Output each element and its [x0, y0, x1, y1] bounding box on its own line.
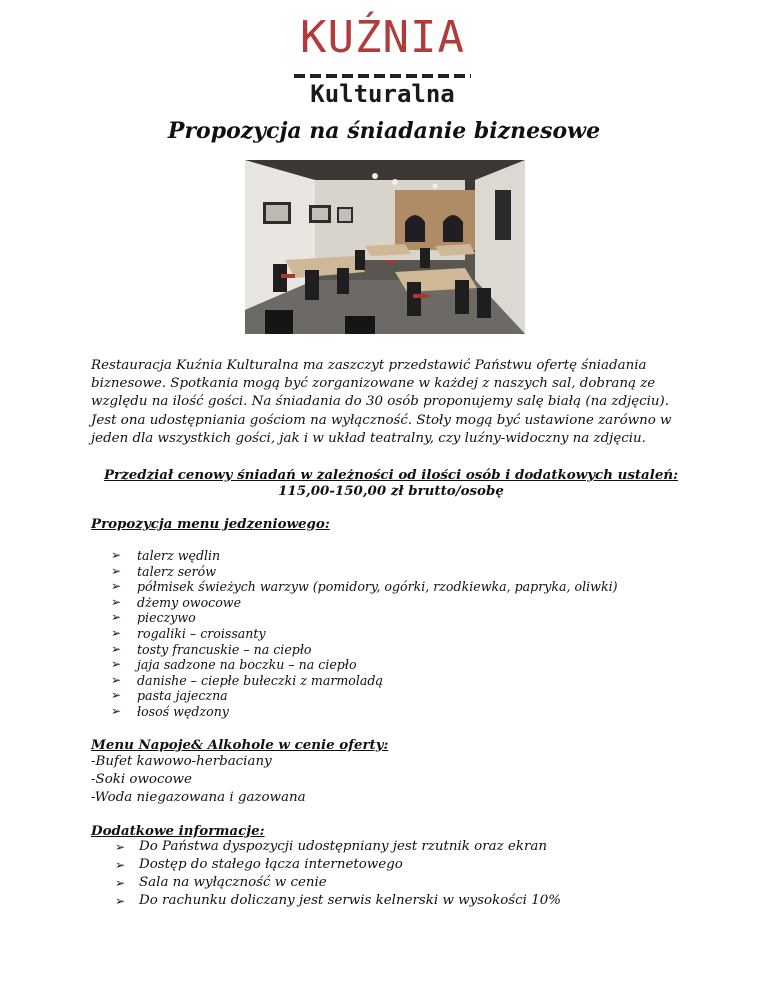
- list-item: ➢ Do Państwa dyspozycji udostępniany jest rzutnik oraz ekran: [115, 839, 547, 854]
- list-item: ➢ Do rachunku doliczany jest serwis kelnerski w wysokości 10%: [115, 893, 561, 908]
- list-item: -Soki owocowe: [91, 772, 192, 787]
- arrowhead-bullet-icon: ➢: [115, 894, 126, 908]
- arrowhead-bullet-icon: ➢: [111, 688, 122, 703]
- extra-info-list: [115, 838, 561, 910]
- arrowhead-bullet-icon: ➢: [111, 594, 122, 609]
- list-item: ➢ łosoś wędzony: [111, 703, 229, 719]
- drinks-menu-heading: Menu Napoje& Alkohole w cenie oferty:: [91, 737, 389, 753]
- list-item: ➢ rogaliki – croissanty: [111, 625, 266, 641]
- logo-dash-line: [294, 74, 471, 78]
- list-item: ➢ danishe – ciepłe bułeczki z marmoladą: [111, 672, 383, 688]
- list-item: ➢ pieczywo: [111, 610, 196, 626]
- list-item: ➢ pasta jajeczna: [111, 688, 228, 704]
- intro-paragraph: [91, 357, 691, 448]
- intro-line: jeden dla wszystkich gości, jak i w układ teatralny, czy luźny-widoczny na zdjęciu.: [91, 430, 646, 446]
- list-item: ➢ jaja sadzone na boczku – na ciepło: [111, 657, 357, 673]
- list-item: ➢ Sala na wyłączność w cenie: [115, 875, 327, 890]
- list-item: ➢ półmisek świeżych warzyw (pomidory, ogórki, rzodkiewka, papryka, oliwki): [111, 579, 618, 595]
- intro-line: Jest ona udostępniania gościom na wyłączność. Stoły mogą być ustawione zarówno w: [91, 412, 672, 428]
- arrowhead-bullet-icon: ➢: [111, 625, 122, 640]
- price-block: [91, 467, 691, 499]
- arrowhead-bullet-icon: ➢: [111, 657, 122, 672]
- list-item: ➢ tosty francuskie – na ciepło: [111, 641, 312, 657]
- drinks-menu-list: [91, 753, 306, 807]
- extra-info-heading: Dodatkowe informacje:: [91, 823, 265, 839]
- arrowhead-bullet-icon: ➢: [115, 840, 126, 854]
- page-title: Propozycja na śniadanie biznesowe: [167, 118, 601, 144]
- logo: [290, 14, 475, 106]
- intro-line: względu na ilość gości. Na śniadania do 30 osób proponujemy salę białą (na zdjęciu).: [91, 394, 670, 410]
- arrowhead-bullet-icon: ➢: [115, 876, 126, 890]
- restaurant-interior-photo: [245, 160, 525, 334]
- price-value: 115,00-150,00 zł brutto/osobę: [278, 483, 504, 499]
- intro-line: Restauracja Kuźnia Kulturalna ma zaszczyt przedstawić Państwu ofertę śniadania: [91, 358, 647, 373]
- arrowhead-bullet-icon: ➢: [111, 672, 122, 687]
- list-item: -Bufet kawowo-herbaciany: [91, 754, 272, 769]
- arrowhead-bullet-icon: ➢: [111, 579, 122, 594]
- list-item: -Woda niegazowana i gazowana: [91, 790, 306, 805]
- intro-line: biznesowe. Spotkania mogą być zorganizowane w każdej z naszych sal, dobraną ze: [91, 376, 656, 392]
- arrowhead-bullet-icon: ➢: [111, 610, 122, 625]
- arrowhead-bullet-icon: ➢: [111, 703, 122, 718]
- price-heading: Przedział cenowy śniadań w zależności od ilości osób i dodatkowych ustaleń:: [103, 467, 679, 483]
- logo-bottom-text: Kulturalna: [310, 80, 455, 108]
- list-item: ➢ talerz wędlin: [111, 548, 221, 563]
- food-menu-list: [111, 548, 618, 720]
- arrowhead-bullet-icon: ➢: [111, 641, 122, 656]
- food-menu-heading: Propozycja menu jedzeniowego:: [91, 516, 330, 532]
- logo-top-text: KUŹNIA: [300, 12, 465, 63]
- arrowhead-bullet-icon: ➢: [111, 548, 122, 562]
- arrowhead-bullet-icon: ➢: [111, 563, 122, 578]
- list-item: ➢ Dostęp do stałego łącza internetowego: [115, 857, 403, 872]
- list-item: ➢ dżemy owocowe: [111, 594, 242, 610]
- arrowhead-bullet-icon: ➢: [115, 858, 126, 872]
- list-item: ➢ talerz serów: [111, 563, 217, 579]
